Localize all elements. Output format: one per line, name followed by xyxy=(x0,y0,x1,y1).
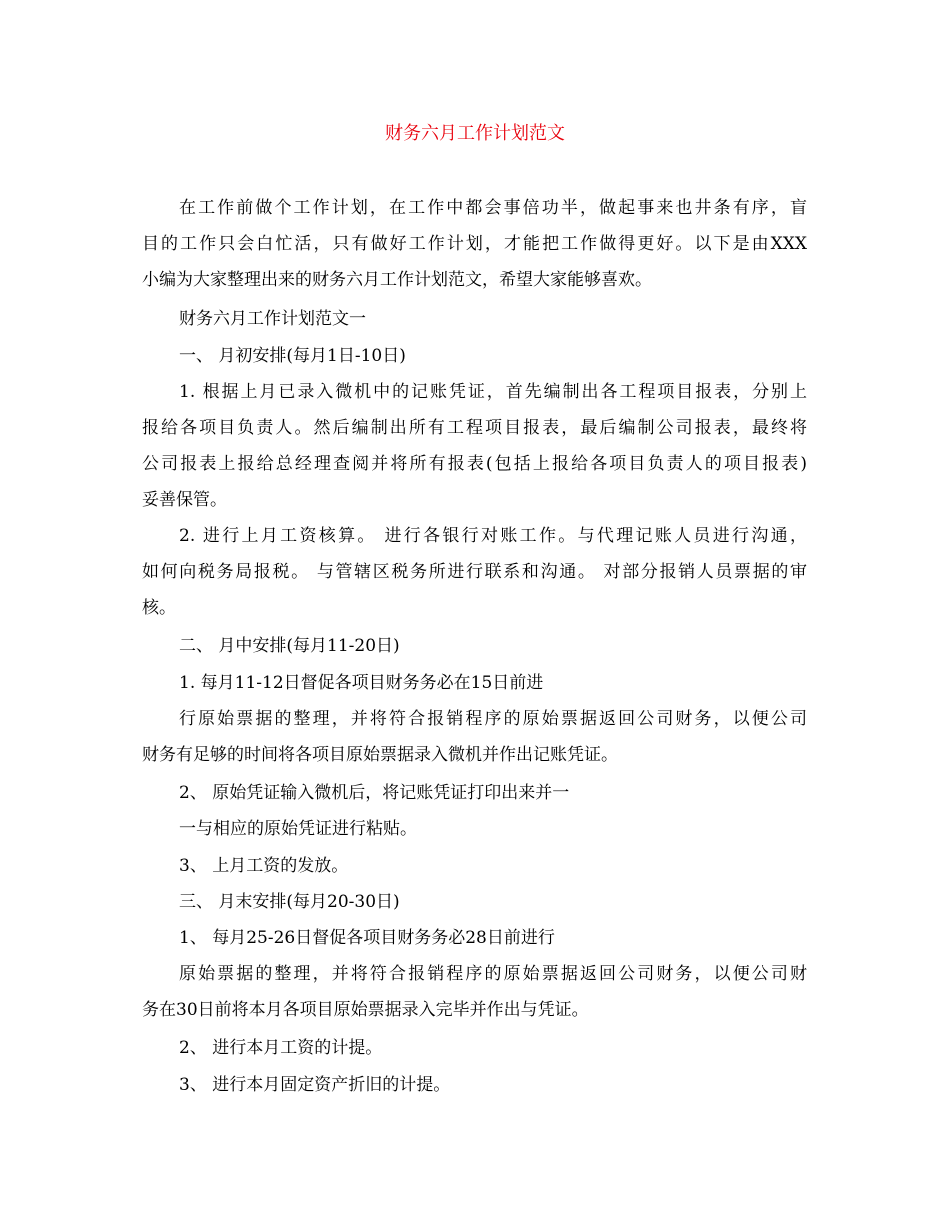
section2-heading xyxy=(142,628,807,664)
section3-heading xyxy=(142,884,807,920)
text-line: 目的工作只会白忙活，只有做好工作计划，才能把工作做得更好。以下是由XXX xyxy=(142,234,807,254)
section1-heading xyxy=(142,338,807,374)
text-line: 2、 原始凭证输入微机后，将记账凭证打印出来并一 xyxy=(179,783,570,803)
text-line: 如何向税务局报税。 与管辖区税务所进行联系和沟通。 对部分报销人员票据的审 xyxy=(142,562,807,582)
text-line: 务在30日前将本月各项目原始票据录入完毕并作出与凭证。 xyxy=(142,1000,589,1020)
document-title: 财务六月工作计划范文 xyxy=(385,123,565,144)
section2-item1 xyxy=(142,665,807,773)
text-line: 2、 进行本月工资的计提。 xyxy=(179,1038,383,1058)
intro-paragraph xyxy=(142,190,807,298)
section2-item3 xyxy=(142,848,807,884)
text-line: 报给各项目负责人。然后编制出所有工程项目报表，最后编制公司报表，最终将 xyxy=(142,418,807,438)
subtitle-paragraph xyxy=(142,301,807,337)
text-line: 行原始票据的整理，并将符合报销程序的原始票据返回公司财务，以便公司 xyxy=(179,709,807,729)
text-line: 公司报表上报给总经理查阅并将所有报表(包括上报给各项目负责人的项目报表) xyxy=(142,454,807,474)
section-heading: 二、 月中安排(每月11-20日) xyxy=(179,636,400,656)
text-line: 小编为大家整理出来的财务六月工作计划范文，希望大家能够喜欢。 xyxy=(142,270,652,290)
section3-item2 xyxy=(142,1030,807,1066)
document-subtitle: 财务六月工作计划范文一 xyxy=(179,309,366,329)
section1-item1 xyxy=(142,374,807,518)
text-line: 核。 xyxy=(142,598,176,618)
text-line: 1. 每月11-12日督促各项目财务务必在15日前进 xyxy=(179,673,544,693)
section3-item3 xyxy=(142,1067,807,1103)
text-line: 原始票据的整理，并将符合报销程序的原始票据返回公司财务，以便公司财 xyxy=(179,964,807,984)
text-line: 3、 上月工资的发放。 xyxy=(179,856,349,876)
section3-item1 xyxy=(142,920,807,1028)
section-heading: 三、 月末安排(每月20-30日) xyxy=(179,892,400,912)
text-line: 财务有足够的时间将各项目原始票据录入微机并作出记账凭证。 xyxy=(142,745,618,765)
section2-item2 xyxy=(142,775,807,847)
text-line: 妥善保管。 xyxy=(142,490,227,510)
text-line: 在工作前做个工作计划，在工作中都会事倍功半，做起事来也井条有序，盲 xyxy=(179,198,807,218)
section-heading: 一、 月初安排(每月1日-10日) xyxy=(179,346,406,366)
text-line: 2. 进行上月工资核算。 进行各银行对账工作。与代理记账人员进行沟通， xyxy=(179,526,807,546)
text-line: 一与相应的原始凭证进行粘贴。 xyxy=(179,819,417,839)
text-line: 1. 根据上月已录入微机中的记账凭证，首先编制出各工程项目报表，分别上 xyxy=(179,382,807,402)
section1-item2 xyxy=(142,518,807,626)
text-line: 1、 每月25-26日督促各项目财务务必28日前进行 xyxy=(179,928,555,948)
text-line: 3、 进行本月固定资产折旧的计提。 xyxy=(179,1075,451,1095)
